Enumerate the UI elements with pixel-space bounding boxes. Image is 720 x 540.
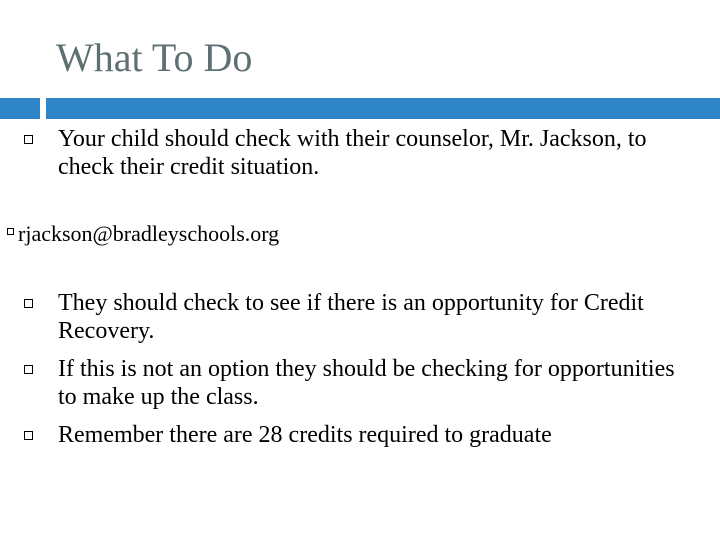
square-bullet-icon [24, 299, 33, 308]
bullet-3 [0, 355, 700, 411]
slide-title: What To Do [56, 35, 253, 80]
square-bullet-icon [24, 431, 33, 440]
title-underline-left [0, 98, 40, 119]
bullet-1 [0, 125, 700, 181]
bullet-4 [0, 421, 700, 449]
bullet-2 [0, 289, 700, 345]
email-line [0, 220, 700, 248]
square-bullet-icon [24, 135, 33, 144]
small-square-bullet-icon [7, 228, 14, 235]
bullet-text: Remember there are 28 credits required to graduate [58, 422, 552, 448]
title-underline-right [46, 98, 720, 119]
email-address: rjackson@bradleyschools.org [18, 221, 280, 246]
bullet-text: They should check to see if there is an opportunity for Credit Recovery. [58, 290, 644, 344]
square-bullet-icon [24, 365, 33, 374]
bullet-text: Your child should check with their counselor, Mr. Jackson, to check their credit situation. [58, 126, 647, 180]
bullet-text: If this is not an option they should be checking for opportunities to make up the class. [58, 356, 675, 410]
